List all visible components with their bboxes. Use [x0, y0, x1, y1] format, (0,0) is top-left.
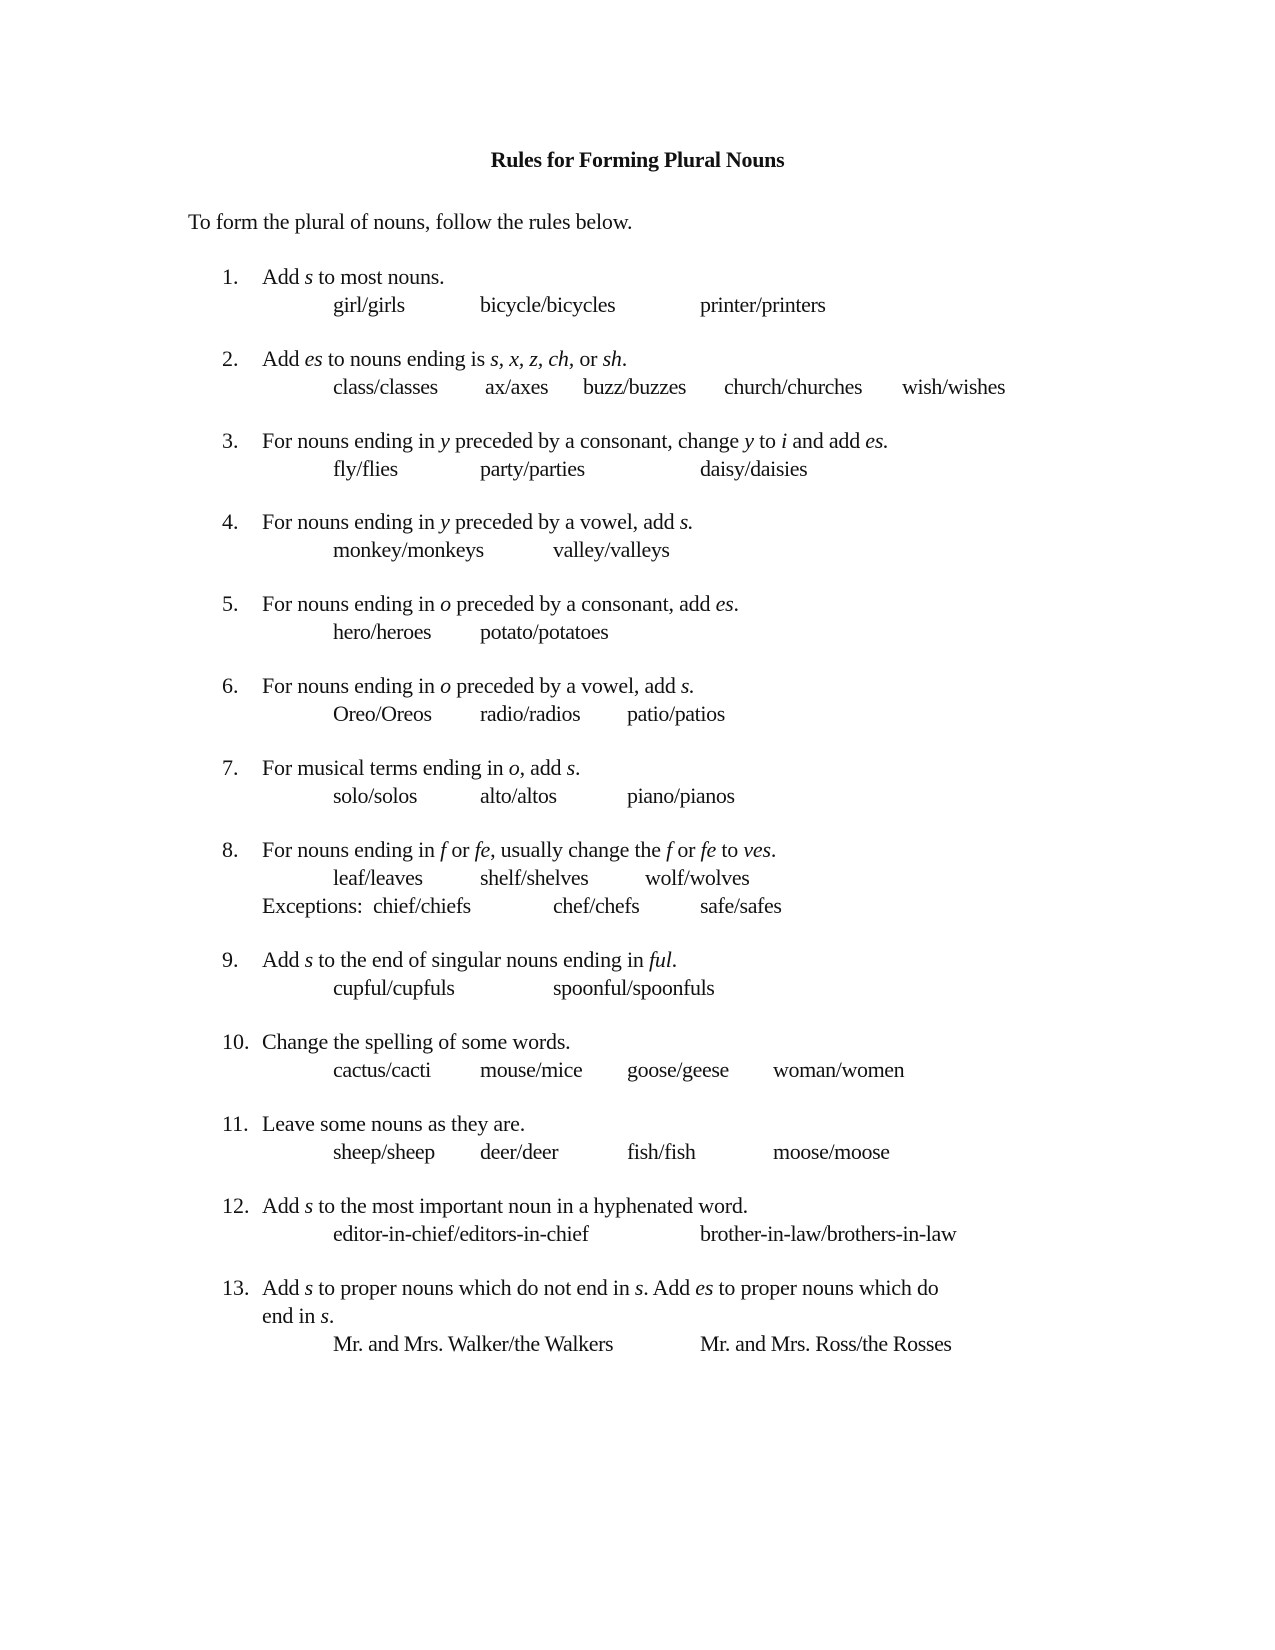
rule-number: 13.	[222, 1275, 250, 1300]
rule-statement	[0, 1192, 1275, 1220]
rule-statement	[0, 946, 1275, 974]
rule-item-2	[0, 345, 1275, 401]
rule-number: 4.	[222, 509, 239, 534]
rule-text-italic: y	[440, 509, 450, 534]
example-word: wish/wishes	[902, 374, 1006, 399]
rule-text-segment: For musical terms ending in	[262, 755, 509, 780]
example-row	[0, 455, 1275, 483]
rule-item-9	[0, 946, 1275, 1002]
example-word: shelf/shelves	[480, 865, 589, 890]
rule-text-segment: to nouns ending is	[322, 346, 491, 371]
rule-number: 5.	[222, 591, 239, 616]
example-row	[0, 782, 1275, 810]
rule-text-italic: s.	[680, 673, 695, 698]
rule-text	[262, 1274, 939, 1302]
example-word: party/parties	[480, 456, 585, 481]
rule-number: 8.	[222, 837, 239, 862]
rule-text-segment: to the end of singular nouns ending in	[312, 947, 649, 972]
rule-text-segment: or	[672, 837, 701, 862]
rule-text-italic: sh	[602, 346, 622, 371]
rule-statement	[0, 1028, 1275, 1056]
rule-item-8	[0, 836, 1275, 920]
rule-text-segment: For nouns ending in	[262, 428, 441, 453]
example-word: solo/solos	[333, 783, 418, 808]
rule-statement-continued	[0, 1302, 1275, 1330]
rule-text-italic: o	[440, 673, 451, 698]
example-row	[0, 1220, 1275, 1248]
example-word: Oreo/Oreos	[333, 701, 432, 726]
example-word: sheep/sheep	[333, 1139, 435, 1164]
rule-text-italic: i	[781, 428, 788, 453]
rule-text-italic: s	[304, 1193, 313, 1218]
example-word: hero/heroes	[333, 619, 432, 644]
rule-text-italic: s	[304, 947, 313, 972]
example-word: cactus/cacti	[333, 1057, 431, 1082]
rule-text-segment: Add	[262, 947, 305, 972]
example-word: fish/fish	[627, 1139, 696, 1164]
rule-text-segment: Add	[262, 1275, 305, 1300]
example-word: moose/moose	[773, 1139, 890, 1164]
rule-text	[262, 508, 693, 536]
rule-text-italic: s	[634, 1275, 644, 1300]
rule-number: 3.	[222, 428, 239, 453]
rule-text-segment: Change the spelling of some words.	[262, 1029, 571, 1054]
rule-text-segment: to	[753, 428, 782, 453]
example-word: leaf/leaves	[333, 865, 423, 890]
rule-text-segment: .	[770, 837, 777, 862]
rule-item-5	[0, 590, 1275, 646]
exceptions-row	[0, 892, 1275, 920]
rule-text-segment: to proper nouns which do	[713, 1275, 939, 1300]
example-word: woman/women	[773, 1057, 905, 1082]
rule-text-segment: , usually change the	[490, 837, 667, 862]
example-word: radio/radios	[480, 701, 581, 726]
example-word: cupful/cupfuls	[333, 975, 455, 1000]
rule-number: 2.	[222, 346, 239, 371]
rule-text-italic: es.	[865, 428, 889, 453]
example-word: class/classes	[333, 374, 438, 399]
rule-statement	[0, 836, 1275, 864]
example-row	[0, 536, 1275, 564]
example-word: patio/patios	[627, 701, 725, 726]
rule-text-segment: to most nouns.	[312, 264, 445, 289]
rule-text-italic: o	[508, 755, 520, 780]
rule-text-italic: s, x, z, ch,	[490, 346, 575, 371]
rule-text-italic: s	[304, 264, 313, 289]
rule-number: 10.	[222, 1029, 250, 1054]
rule-text-segment: Add	[262, 1193, 305, 1218]
rule-text-segment: or	[446, 837, 475, 862]
example-row	[0, 1330, 1275, 1358]
rule-number: 7.	[222, 755, 239, 780]
rule-text	[262, 836, 776, 864]
rule-item-7	[0, 754, 1275, 810]
rule-statement	[0, 754, 1275, 782]
rule-text	[262, 1028, 570, 1056]
example-word: bicycle/bicycles	[480, 292, 616, 317]
example-row	[0, 700, 1275, 728]
rule-number: 6.	[222, 673, 239, 698]
example-word: alto/altos	[480, 783, 557, 808]
rule-text-segment: For nouns ending in	[262, 509, 441, 534]
rule-text	[262, 1302, 334, 1330]
rule-statement	[0, 508, 1275, 536]
rule-statement	[0, 590, 1275, 618]
rule-text-segment: to proper nouns which do not end in	[312, 1275, 635, 1300]
example-row	[0, 373, 1275, 401]
rule-text-segment: preceded by a consonant, change	[449, 428, 745, 453]
rule-text-italic: f	[440, 837, 447, 862]
rule-text-segment: or	[574, 346, 603, 371]
rule-text-segment: For nouns ending in	[262, 591, 441, 616]
rule-text-segment: .	[621, 346, 628, 371]
rule-text-italic: es	[304, 346, 323, 371]
rule-text-segment: preceded by a vowel, add	[449, 509, 680, 534]
rule-text-segment: .	[575, 755, 581, 780]
rule-text-italic: s	[304, 1275, 313, 1300]
example-row	[0, 974, 1275, 1002]
rule-text-italic: fe	[700, 837, 717, 862]
rule-text-segment: Add	[262, 264, 305, 289]
rule-text-italic: ves	[743, 837, 771, 862]
rule-statement	[0, 427, 1275, 455]
intro-text: To form the plural of nouns, follow the rules below.	[188, 209, 633, 234]
rule-text-segment: to the most important noun in a hyphenated word.	[312, 1193, 748, 1218]
example-row	[0, 618, 1275, 646]
rule-text	[262, 672, 695, 700]
page-title: Rules for Forming Plural Nouns	[490, 147, 785, 172]
rule-text-segment: .	[671, 947, 677, 972]
rule-text-segment: For nouns ending in	[262, 837, 441, 862]
example-word: valley/valleys	[553, 537, 670, 562]
rule-text-italic: es	[715, 591, 734, 616]
exception-word: chief/chiefs	[373, 893, 471, 918]
rule-statement	[0, 1110, 1275, 1138]
rule-text-italic: s.	[679, 509, 694, 534]
rule-text-segment: .	[328, 1303, 335, 1328]
rule-text-segment: . Add	[643, 1275, 696, 1300]
rule-item-3	[0, 427, 1275, 483]
example-row	[0, 1138, 1275, 1166]
rule-text-italic: ful	[648, 947, 672, 972]
rule-item-10	[0, 1028, 1275, 1084]
example-row	[0, 1056, 1275, 1084]
rule-text-segment: , add	[519, 755, 567, 780]
example-word: church/churches	[724, 374, 863, 399]
rule-text-segment: end in	[262, 1303, 321, 1328]
rule-text-segment: Add	[262, 346, 305, 371]
example-word: spoonful/spoonfuls	[553, 975, 715, 1000]
example-word: ax/axes	[485, 374, 549, 399]
example-word: Mr. and Mrs. Ross/the Rosses	[700, 1331, 952, 1356]
rule-text-segment: For nouns ending in	[262, 673, 441, 698]
example-word: monkey/monkeys	[333, 537, 484, 562]
rule-statement	[0, 1274, 1275, 1302]
rule-item-12	[0, 1192, 1275, 1248]
rule-text	[262, 427, 889, 455]
example-row	[0, 864, 1275, 892]
rule-text-segment: preceded by a vowel, add	[450, 673, 681, 698]
rule-text-segment: preceded by a consonant, add	[450, 591, 716, 616]
exception-word: chef/chefs	[553, 893, 640, 918]
example-word: editor-in-chief/editors-in-chief	[333, 1221, 589, 1246]
rule-text-segment: Leave some nouns as they are.	[262, 1111, 525, 1136]
example-word: printer/printers	[700, 292, 826, 317]
rule-number: 9.	[222, 947, 239, 972]
rule-text	[262, 1110, 525, 1138]
rule-statement	[0, 263, 1275, 291]
example-word: girl/girls	[333, 292, 405, 317]
example-word: mouse/mice	[480, 1057, 583, 1082]
rule-text	[262, 263, 444, 291]
rule-text	[262, 946, 677, 974]
rule-text-segment: to	[716, 837, 744, 862]
rule-text-segment: and add	[787, 428, 866, 453]
exception-word: safe/safes	[700, 893, 782, 918]
example-word: daisy/daisies	[700, 456, 808, 481]
rule-text-italic: s	[566, 755, 576, 780]
rule-statement	[0, 345, 1275, 373]
example-word: goose/geese	[627, 1057, 729, 1082]
rule-item-4	[0, 508, 1275, 564]
example-word: brother-in-law/brothers-in-law	[700, 1221, 957, 1246]
rule-text	[262, 1192, 748, 1220]
rule-text-italic: s	[320, 1303, 329, 1328]
exceptions-label: Exceptions:	[262, 893, 363, 918]
rule-text-italic: o	[440, 591, 451, 616]
example-row	[0, 291, 1275, 319]
rule-number: 12.	[222, 1193, 250, 1218]
rule-text	[262, 754, 580, 782]
example-word: buzz/buzzes	[583, 374, 687, 399]
rule-statement	[0, 672, 1275, 700]
rule-item-11	[0, 1110, 1275, 1166]
rule-text-segment: .	[733, 591, 739, 616]
rule-number: 11.	[222, 1111, 249, 1136]
rule-text-italic: f	[666, 837, 673, 862]
rule-text	[262, 345, 627, 373]
example-word: wolf/wolves	[645, 865, 750, 890]
rule-item-6	[0, 672, 1275, 728]
example-word: deer/deer	[480, 1139, 559, 1164]
rule-text	[262, 590, 739, 618]
rule-text-italic: fe	[474, 837, 491, 862]
example-word: potato/potatoes	[480, 619, 609, 644]
rule-text-italic: es	[695, 1275, 714, 1300]
rule-text-italic: y	[744, 428, 754, 453]
example-word: Mr. and Mrs. Walker/the Walkers	[333, 1331, 614, 1356]
rule-number: 1.	[222, 264, 239, 289]
example-word: piano/pianos	[627, 783, 735, 808]
rule-text-italic: y	[440, 428, 450, 453]
rule-item-13	[0, 1274, 1275, 1358]
example-word: fly/flies	[333, 456, 398, 481]
rule-item-1	[0, 263, 1275, 319]
